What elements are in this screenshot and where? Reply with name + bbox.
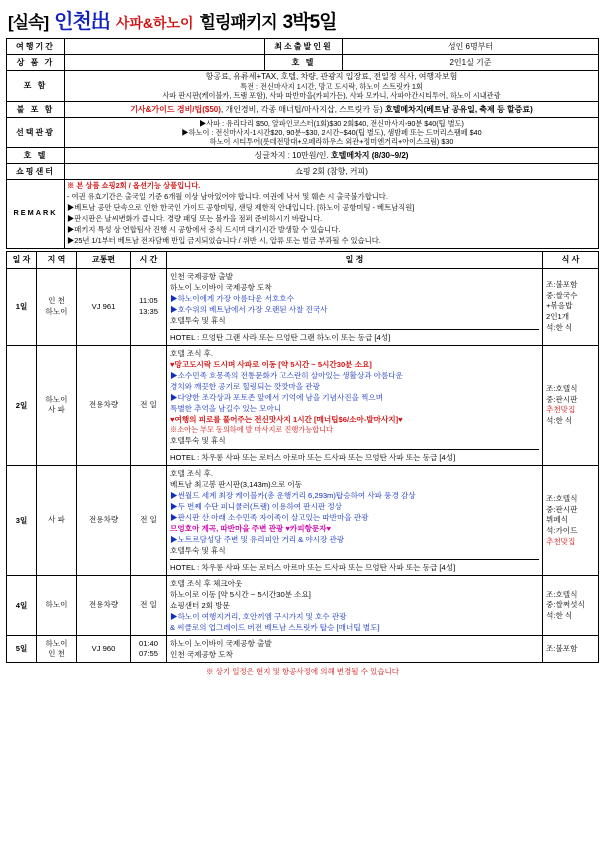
exclude-rest: , 개인경비, 각종 매너팁/마사지삽, 스트릿카 등): [220, 104, 383, 114]
itinerary-line: ▶썬월드 세계 최장 케이블카(총 운행거리 6,293m)탑승하여 사파 풍경 감상: [170, 491, 416, 501]
itinerary-line: ▶하노이에게 가장 아름다운 서호호수: [170, 293, 294, 303]
table-row-shopping: [7, 164, 599, 180]
hotel-value: 2인1실 기준: [343, 55, 599, 71]
include-line-2: 특전 : 전신마사지 1시간, 망고 도시락, 하노이 스트릿카 1회: [240, 82, 423, 91]
period-label: 여행기간: [7, 39, 65, 55]
single-charge-value: 싱글차지 : 10만원/인.: [254, 150, 331, 160]
day-number: 1일: [7, 268, 37, 345]
period-value: [65, 39, 265, 55]
day-number: 2일: [7, 345, 37, 465]
remark-line-2: - 여권 유효기간은 출국일 기준 6개월 이상 남아있어야 합니다. 여권에 낙서 및 훼손 시 출국불가합니다.: [67, 191, 388, 201]
itinerary-line: 인천 국제공항 도착: [170, 650, 233, 660]
itinerary-line: 호텔투숙 및 휴식: [170, 546, 226, 556]
itinerary-line: ▶노트르담성당 주변 및 유리피안 거리 & 야시장 관광: [170, 535, 345, 545]
remark-line-5: ▶패키지 특성 상 연합팀사 진행 시 공항에서 중식 드시며 대기시간 발생할 수 있습니다.: [67, 224, 341, 234]
itinerary-day-row: [7, 345, 599, 465]
itinerary-line: 쇼핑샌터 2회 방문: [170, 601, 230, 611]
hotel-label: 호 텔: [265, 55, 343, 71]
remark-content: [65, 180, 599, 249]
itinerary-line: 호텔 조식 후.: [170, 469, 214, 479]
title-bracket: [실속]: [8, 13, 49, 32]
day-meals: 조:불포함 중:쌀국수 +볶음밥 2인1개 석:한 식: [543, 268, 599, 345]
price-label: 상 품 가: [7, 55, 65, 71]
document-footer: ※ 상기 일정은 현지 및 항공사정에 의해 변경될 수 있습니다: [206, 667, 399, 677]
option-line-3: 하노이 시티투어(롯데전망대+오페라하우스 외관+정미엔거리+아이스크림) $30: [209, 137, 454, 146]
day-itinerary: [167, 636, 543, 663]
option-line-2: ▶하노이 : 전신마사지-1시간$20, 90분~$30, 2시간~$40(팁 별도), 샘밤페 또는 드머리스팸페 $40: [181, 128, 482, 137]
header-schedule: 일 정: [167, 251, 543, 268]
header-day: 일 자: [7, 251, 37, 268]
day-region: 하노이 사 파: [37, 345, 77, 465]
hotel-extra-content: [65, 148, 599, 164]
itinerary-line: ※소아는 부모 동의하에 발 마사지로 진행가능합니다: [170, 424, 333, 434]
package-info-table: [6, 38, 599, 249]
itinerary-line: & 씨클로의 업그레이드 버전 베트남 스트릿카 탑승 [매너팁 별도]: [170, 623, 380, 633]
day-itinerary: [167, 345, 543, 465]
peak-charge-value: 호텔메차지 (8/30~9/2): [330, 150, 409, 160]
table-row-hotel: [7, 148, 599, 164]
table-row-exclude: [7, 102, 599, 118]
day-region: 하노이 인 천: [37, 636, 77, 663]
table-row-option: [7, 118, 599, 148]
remark-line-1: ※ 본 상품 쇼핑2회 / 옵션기능 상품입니다.: [67, 181, 201, 190]
include-line-3: 사파 판시판(케이블카, 트램 포함), 사파 따반마을(카피가든), 사파 모카니, 사파아간시티투어, 하노이 시내관광: [162, 91, 501, 100]
itinerary-line: 인천 국제공항 출발: [170, 271, 233, 281]
day-transport: VJ 960: [77, 636, 131, 663]
itinerary-line: ▶하노이 여행지거리, 호안끼엠 구시가지 및 호수 관광: [170, 612, 347, 622]
day-time: 전 일: [131, 576, 167, 636]
itinerary-line: 경치와 깨끗한 공기로 힐링되는 깟깟마을 관광: [170, 381, 320, 391]
header-time: 시 간: [131, 251, 167, 268]
itinerary-line: 특별한 추억을 남길수 있는 모아니: [170, 403, 282, 413]
day-transport: 전용차량: [77, 576, 131, 636]
table-row-include: [7, 71, 599, 102]
min-people-label: 최소출발인원: [265, 39, 343, 55]
itinerary-line: ▶호수위의 베트남에서 가장 오랜된 사찰 진국사: [170, 304, 328, 314]
day-meals: 조:불포함: [543, 636, 599, 663]
remark-line-3: ▶베트남 공안 단속으로 인한 한국인 가이드 공항미팅, 샌딩 제한적 안내입니다. [하노이 공항미팅 - 베트남직원]: [67, 202, 415, 212]
itinerary-line: 하노이 노이바이 국제공항 도착: [170, 282, 272, 292]
day-itinerary: [167, 576, 543, 636]
day-transport: 전용차량: [77, 345, 131, 465]
exclude-content: [65, 102, 599, 118]
itinerary-line: ♥망고도시락 드시며 사파로 이동 [약 5시간 ~ 5시간30분 소요]: [170, 359, 372, 369]
itinerary-line: 베트남 최고봉 판시판(3,143m)으로 이동: [170, 480, 303, 490]
day-hotel-line: HOTEL : 므엉탄 그랜 사라 또는 므엉탄 그랜 하노이 또는 동급 [4성]: [170, 329, 539, 343]
itinerary-line: 호텔 조식 후 체크아웃: [170, 579, 243, 589]
itinerary-line: ▶판시판 산 아래 소수민족 자이족이 살고있는 따반마을 관광: [170, 513, 369, 523]
itinerary-line: ▶다양한 조각상과 포토존 앞에서 기억에 남을 기념사진을 찍으며: [170, 392, 384, 402]
shopping-value: 쇼핑 2회 (참향, 커피): [65, 164, 599, 180]
shopping-label: 쇼핑샌터: [7, 164, 65, 180]
itinerary-day-row: [7, 268, 599, 345]
itinerary-day-row: [7, 636, 599, 663]
day-transport: VJ 961: [77, 268, 131, 345]
include-label: 포 함: [7, 71, 65, 102]
hotel-extra-label: 호 텔: [7, 148, 65, 164]
table-row: [7, 55, 599, 71]
header-transport: 교통편: [77, 251, 131, 268]
itinerary-line: 하노이 노이바이 국제공항 출발: [170, 639, 272, 649]
day-time: 전 일: [131, 466, 167, 576]
include-content: [65, 71, 599, 102]
table-row: [7, 39, 599, 55]
itinerary-day-row: [7, 576, 599, 636]
remark-line-4: ▶판시판은 날씨변화가 큽니다. 경량 패딩 또는 볼카을 점퍼 준비하시기 바랍니다.: [67, 213, 323, 223]
day-region: 하노이: [37, 576, 77, 636]
day-time: 11:05 13:35: [131, 268, 167, 345]
day-transport: 전용차량: [77, 466, 131, 576]
remark-line-6: ▶25년 1/1부터 베트남 전자담배 반입 금지되었습니다 / 위반 시, 압류 또는 벌금 부과될 수 있습니다.: [67, 235, 381, 245]
itinerary-line: 하노이로 이동 [약 5시간 ~ 5시간30분 소요]: [170, 590, 311, 600]
itinerary-line: ▶두 번째 수단 피니큘러(트램) 이용하여 판시판 정상: [170, 502, 343, 512]
itinerary-header-row: [7, 251, 599, 268]
day-number: 3일: [7, 466, 37, 576]
day-itinerary: [167, 466, 543, 576]
day-itinerary: [167, 268, 543, 345]
day-region: 인 천 하노이: [37, 268, 77, 345]
title-type: 힐링패키지: [199, 13, 277, 32]
itinerary-line: 호텔투숙 및 휴식: [170, 436, 226, 446]
remark-label: REMARK: [7, 180, 65, 249]
day-hotel-line: HOTEL : 차우롱 사파 또는 로터스 아르마 또는 드사파 또는 므엉탄 사파 또는 동급 [4성]: [170, 559, 539, 573]
day-number: 4일: [7, 576, 37, 636]
itinerary-line: ▶소수민족 흐몽족의 전통문화가 고스란히 살아있는 생활상과 아름다운: [170, 370, 403, 380]
day-meals: 조:호텔식 중:판시판 추천맞집 석:한 식: [543, 345, 599, 465]
header-region: 지 역: [37, 251, 77, 268]
day-time: 전 일: [131, 345, 167, 465]
exclude-surcharge: 호텔메차지(베트남 공유일, 축제 등 할증료): [384, 104, 533, 114]
title-destination: 사파&하노이: [115, 15, 194, 31]
day-time: 01:40 07:55: [131, 636, 167, 663]
day-number: 5일: [7, 636, 37, 663]
itinerary-line: 므엉호아 계곡, 따반마을 주변 관광 ♥카피항문자♥: [170, 524, 332, 534]
price-value: [65, 55, 265, 71]
day-hotel-line: HOTEL : 차우롱 사파 또는 로터스 아로마 또는 드사파 또는 므엉탄 사파 또는 동급 [4성]: [170, 449, 539, 463]
min-people-value: 성인 6명부터: [343, 39, 599, 55]
day-meals: 조:호텔식 중:판시판 뷔페식 석:가이드 추천맞집: [543, 466, 599, 576]
itinerary-table: [6, 251, 599, 663]
option-line-1: ▶사파 : 유리다리 $50, 알파인코스터(1회)$30 2회$40, 전신마사지-90분 $40(팁 별도): [199, 119, 464, 128]
title-departure: 인천出: [54, 11, 110, 33]
title-duration: 3박5일: [282, 12, 337, 33]
itinerary-line: 호텔투숙 및 휴식: [170, 315, 226, 325]
document-title: [6, 4, 599, 38]
optional-tour-content: [65, 118, 599, 148]
table-row-remark: [7, 180, 599, 249]
exclude-label: 불 포 함: [7, 102, 65, 118]
itinerary-line: ♥여행의 피로를 풀어주는 전신맛사지 1시간 [매너팁$6/소아-발마사지]♥: [170, 414, 403, 424]
exclude-fee: 기사&가이드 경비/팁($50): [130, 104, 221, 114]
day-meals: 조:호텔식 중:쌀쩌섯식 석:한 식: [543, 576, 599, 636]
day-region: 사 파: [37, 466, 77, 576]
itinerary-line: 호텔 조식 후.: [170, 348, 214, 358]
optional-tour-label: 선택관광: [7, 118, 65, 148]
itinerary-day-row: [7, 466, 599, 576]
include-line-1: 항공료, 유류세+TAX, 호텔, 차량, 관광지 입장료, 전일정 식사, 여행자보험: [205, 72, 458, 81]
header-meals: 식 사: [543, 251, 599, 268]
